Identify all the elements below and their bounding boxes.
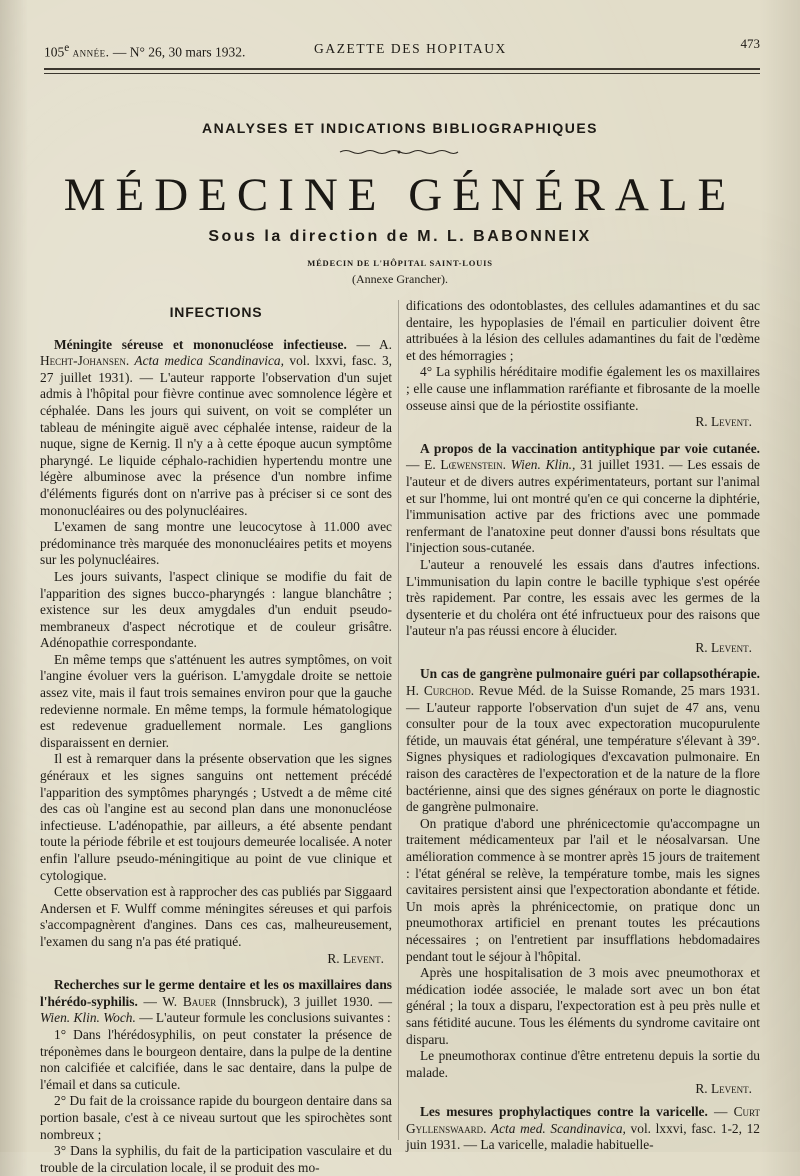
signature: R. Levent.: [695, 1081, 752, 1097]
issue-line: [44, 42, 245, 61]
article-body: 31 juillet 1931. — Les essais de l'auteur et de divers autres expérimentateurs, portant sur l'animal et sur l'homme, lui ont montré qu'en ce qui concerne la diphtérie, l'immunisation active par des frictions avec une pommade renfermant de l'anatoxine peut donner d'aussi bons résultats que l'injection sous-cutanée.: [406, 457, 760, 556]
paragraph: 1° Dans l'hérédosyphilis, on peut constater la présence de tréponèmes dans le bourgeon dentaire, dans la pulpe de la dentine non calcifiée et calcifiée, dans le sac dentaire, dans la pulpe de l'émail et dans sa cuticule.: [40, 1026, 392, 1092]
direction-line: Sous la direction de M. L. BABONNEIX: [208, 228, 592, 245]
paper-name: GAZETTE DES HOPITAUX: [314, 41, 507, 56]
paragraph: Il est à remarquer dans la présente observation que les signes généraux et les signes sanguins ont nettement précédé l'apparition des symptômes pharyngés ; Ustvedt a de même cité des cas où l'angine est au second plan dans une mononucléose infectieuse. L'adénopathie, par ailleurs, a été absente pendant toute la période fébrile et est toujours demeurée localisée. A noter enfin l'allure pseudo-méningitique au point de vue clinique et cytologique.: [40, 751, 392, 883]
section-heading: ANALYSES ET INDICATIONS BIBLIOGRAPHIQUES: [201, 120, 599, 136]
article-gangrene: [406, 666, 760, 815]
article-body: Revue Méd. de la Suisse Romande, 25 mars 1931. — L'auteur rapporte l'observation d'un sujet de 47 ans, venu consulter pour de la toux avec expectoration mucopurulente fétide, un mauvais état général, une température s'élevant à 39°. Signes physiques et radiologiques d'excavation pulmonaire. En raison des caractères de l'expectoration et de la nature de la flore bactérienne, ainsi que des signes généraux on porte le diagnostic de gangrène pulmonaire.: [406, 683, 760, 815]
article-author: Bauer: [182, 993, 217, 1009]
article-title: Les mesures prophylactiques contre la varicelle.: [420, 1103, 708, 1119]
paragraph: 4° La syphilis héréditaire modifie également les os maxillaires ; elle cause une inflammation raréfiante et fibrosante de la moelle osseuse ainsi que de la périostite ossifiante.: [406, 364, 760, 413]
signature: R. Levent.: [695, 414, 752, 430]
paragraph: Après une hospitalisation de 3 mois avec pneumothorax et médication iodée associée, le malade sort avec un bon état général ; la toux a disparu, l'expectoration est à peu près nulle et sans fétidité aucune. Tous les éléments du syndrome cavitaire ont disparu.: [406, 965, 760, 1047]
paragraph: On pratique d'abord une phrénicectomie qu'accompagne un traitement médicamenteux par l'ail et le néosalvarsan. Une amélioration commence à se montrer après 15 jours de traitement : l'état général se relève, la température tombe, mais les signes cavitaires persistent ainsi que l'expectoration abondante et fétide. Un mois après la phrénicectomie, on pratique donc un pneumothorax artificiel en prenant toutes les précautions nécessaires ; on l'entretient par insufflations hebdomadaires pendant tout le séjour à l'hôpital.: [406, 815, 760, 964]
article-dash: — W.: [137, 993, 183, 1009]
article-author: Hecht-Johansen.: [40, 353, 130, 369]
article-author: Curchod.: [423, 683, 475, 699]
article-varicelle: [406, 1104, 760, 1154]
ornament-rule: [338, 148, 460, 156]
header-rule-thick: [44, 68, 760, 70]
paragraph: Le pneumothorax continue d'être entretenu depuis la sortie du malade.: [406, 1048, 760, 1080]
header-rule-thin: [44, 73, 760, 74]
article-journal: Acta medica Scandinavica,: [129, 353, 284, 369]
signature: R. Levent.: [695, 639, 752, 655]
left-column: [40, 298, 392, 1176]
right-column: [406, 298, 760, 1154]
subheading-infections: INFECTIONS: [169, 304, 263, 320]
paragraph: Cette observation est à rapprocher des cas publiés par Siggaard Andersen et F. Wulff comme méningites séreuses et qui parfois s'accompagnèrent d'angines. Dans ces cas, malheureusement, l'examen du sang n'a pas été pratiqué.: [40, 884, 392, 949]
article-dash: — E.: [406, 457, 441, 473]
article-dash: H.: [406, 683, 424, 699]
article-meningite: [40, 337, 392, 520]
director-title: MÉDECIN DE L'HÔPITAL SAINT-LOUIS: [307, 258, 493, 268]
article-title: Recherches sur le germe dentaire et les os maxillaires dans l'hérédo-syphilis.: [40, 977, 392, 1009]
article-body: — L'auteur formule les conclusions suivantes :: [135, 1010, 391, 1026]
issue-date: — N° 26, 30 mars 1932.: [112, 44, 246, 60]
issue-number: 105: [44, 44, 65, 60]
paragraph: 3° Dans la syphilis, du fait de la participation vasculaire et du trouble de la circulation locale, il se produit des mo-: [40, 1143, 392, 1175]
paragraph: Les jours suivants, l'aspect clinique se modifie du fait de l'apparition des signes bucco-pharyngés : langue blanchâtre ; existence sur les deux amygdales d'un enduit pseudo-membraneux d'aspect nécrotique et de couleur grisâtre. Adénopathie correspondante.: [40, 568, 392, 651]
article-journal: Wien. Klin. Woch.: [40, 1010, 136, 1026]
article-ref: (Innsbruck), 3 juillet 1930. —: [216, 993, 392, 1009]
paragraph: L'auteur a renouvelé les essais dans d'autres infections. L'immunisation du lapin contre le bacille typhique s'est opérée très rapidement. Par contre, les essais avec les germes de la dysenterie et du choléra ont été infructueux pour des raisons que l'auteur n'a pas réussi encore à élucider.: [406, 556, 760, 639]
page-number: 473: [740, 36, 760, 51]
paragraph: L'examen de sang montre une leucocytose à 11.000 avec prédominance très marquée des mononucléaires petits et moyens sur les polynucléaires.: [40, 519, 392, 568]
article-journal: Acta med. Scandinavica,: [486, 1120, 626, 1136]
paragraph: 2° Du fait de la croissance rapide du bourgeon dentaire dans sa portion basale, c'est à ce niveau surtout que les spirochètes sont nombreux ;: [40, 1093, 392, 1142]
article-dash: — A.: [346, 336, 392, 352]
running-header: [40, 36, 760, 62]
article-author: Curt Gyllenswaard.: [406, 1103, 760, 1136]
paragraph: En même temps que s'atténuent les autres symptômes, on voit l'angine évoluer vers la guérison. L'amygdale droite se nettoie assez vite, mais il faut trois semaines environ pour que la gauche redevienne normale. En même temps, la formule hématologique est redevenue graduellement normale. Les ganglions disparaissent en dernier.: [40, 651, 392, 750]
issue-sup: e: [64, 42, 70, 54]
article-germe-dentaire: [40, 977, 392, 1027]
article-title: Un cas de gangrène pulmonaire guéri par collapsothérapie.: [420, 666, 760, 682]
article-title: A propos de la vaccination antityphique par voie cutanée.: [420, 440, 760, 456]
article-journal: Wien. Klin.,: [505, 457, 576, 473]
page-title: MÉDECINE GÉNÉRALE: [63, 169, 737, 221]
issue-annee: année.: [72, 44, 110, 60]
column-divider: [398, 300, 399, 1140]
director-annex: (Annexe Grancher).: [352, 272, 448, 286]
article-author: Lœwenstein.: [440, 457, 506, 473]
article-title: Méningite séreuse et mononucléose infectieuse.: [54, 336, 347, 352]
article-dash: —: [707, 1103, 734, 1119]
article-body: vol. lxxvi, fasc. 1-2, 12 juin 1931. — La varicelle, maladie habituelle-: [406, 1120, 760, 1153]
article-body: vol. lxxvi, fasc. 3, 27 juillet 1931). — L'auteur rapporte l'observation d'un sujet admis à l'hôpital pour fièvre continue avec somnolence légère et céphalée. Dans les jours qui suivent, on voit se compléter un tableau de méningite aiguë avec céphalée intense, raideur de la nuque, signe de Kernig. Il n'y a à cette époque aucun symptôme pharyngé. Le liquide céphalo-rachidien hypertendu montre une légère albuminose avec la présence d'un nombre infime d'éléments figurés dont on n'arrive pas à préciser si ce sont des mononucléaires ou des polynucléaires.: [40, 353, 393, 518]
paragraph-continued: difications des odontoblastes, des cellules adamantines et du sac dentaire, les hypoplasies de l'émail en particulier doivent être attribuées à la lésion des cellules adamantines du fait de l'œdème et des hémorragies ;: [406, 298, 760, 363]
article-vaccination: [406, 441, 760, 557]
signature: R. Levent.: [327, 950, 384, 966]
